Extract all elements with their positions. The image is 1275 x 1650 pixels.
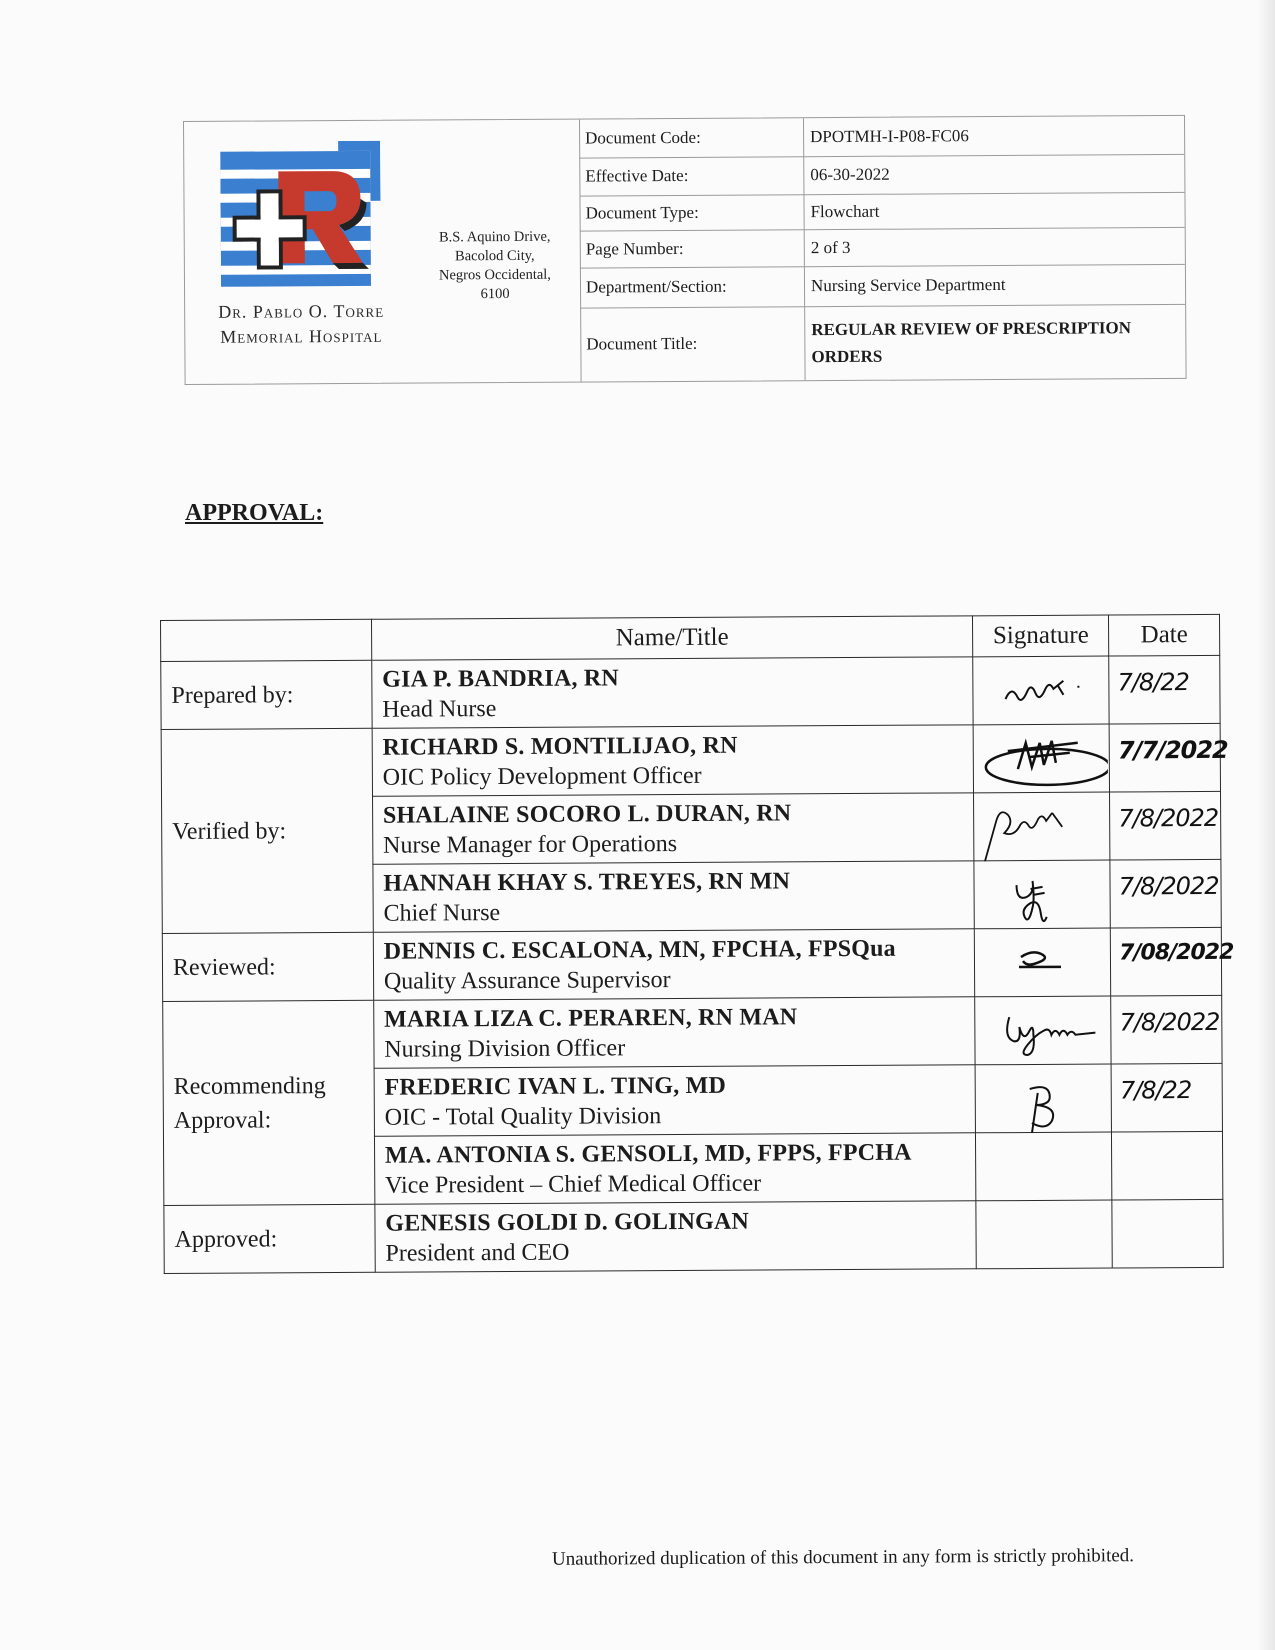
signatory-row — [374, 1133, 976, 1204]
handwritten-date: 7/8/22 — [1117, 668, 1189, 697]
signatory-title: Vice President – Chief Medical Officer — [385, 1170, 762, 1199]
signatory-row — [375, 1201, 977, 1272]
role-recommending — [163, 1000, 375, 1205]
date-cell — [1112, 1199, 1223, 1268]
handwritten-date: 7/8/22 — [1119, 1076, 1192, 1105]
date-cell — [1111, 1063, 1222, 1132]
department-value: Nursing Service Department — [804, 264, 1185, 306]
signature-cell — [973, 656, 1109, 725]
date-cell — [1111, 995, 1222, 1064]
signature-cell — [976, 1200, 1112, 1269]
signatory-name: HANNAH KHAY S. TREYES, RN MN — [383, 868, 791, 897]
handwritten-signature — [978, 729, 1108, 794]
page-edge-shadow — [1257, 0, 1275, 1650]
address-line: Bacolod City, — [454, 247, 535, 265]
signatory-name: MARIA LIZA C. PERAREN, RN MAN — [384, 1004, 798, 1033]
signature-header: Signature — [973, 615, 1109, 657]
handwritten-date: 7/8/2022 — [1119, 1007, 1220, 1037]
signatory-name: SHALAINE SOCORO L. DURAN, RN — [382, 800, 792, 829]
signatory-row — [374, 997, 976, 1068]
handwritten-signature — [978, 797, 1098, 862]
page-number-value: 2 of 3 — [804, 227, 1185, 266]
signature-cell — [974, 792, 1110, 861]
signature-cell — [976, 1132, 1112, 1201]
signatory-row — [372, 657, 974, 728]
document-code-value: DPOTMH-I-P08-FC06 — [803, 116, 1184, 156]
role-recommending-line2: Approval: — [173, 1106, 272, 1134]
date-header: Date — [1109, 614, 1220, 656]
role-verified: Verified by: — [161, 728, 373, 933]
signatory-title: Nurse Manager for Operations — [383, 831, 678, 859]
field-key: Page Number: — [580, 229, 805, 267]
name-title-header: Name/Title — [371, 616, 973, 660]
signatory-title: OIC Policy Development Officer — [382, 762, 702, 791]
document-type-value: Flowchart — [804, 192, 1185, 229]
signatory-row — [373, 929, 975, 1000]
signatory-name: GIA P. BANDRIA, RN — [382, 665, 619, 693]
signatory-row — [373, 861, 975, 932]
hospital-name — [191, 299, 411, 350]
role-reviewed: Reviewed: — [162, 932, 373, 1001]
date-cell — [1112, 1131, 1223, 1200]
address-line: 6100 — [480, 286, 510, 303]
signatory-name: MA. ANTONIA S. GENSOLI, MD, FPPS, FPCHA — [384, 1139, 912, 1169]
handwritten-signature — [979, 933, 1099, 994]
signature-cell — [975, 1064, 1111, 1133]
signatory-title: Chief Nurse — [383, 900, 501, 927]
signatory-row — [372, 793, 974, 864]
signatory-title: Quality Assurance Supervisor — [383, 967, 671, 995]
signatory-title: OIC - Total Quality Division — [384, 1103, 662, 1131]
signature-cell — [975, 928, 1111, 997]
signatory-name: DENNIS C. ESCALONA, MN, FPCHA, FPSQua — [383, 935, 896, 965]
role-recommending-line1: Recommending — [173, 1072, 326, 1100]
signatory-title: President and CEO — [385, 1239, 570, 1267]
field-key: Document Code: — [579, 118, 804, 157]
field-key: Document Title: — [580, 306, 805, 381]
signature-cell — [974, 860, 1110, 929]
date-cell — [1110, 927, 1234, 996]
effective-date-value: 06-30-2022 — [804, 154, 1185, 194]
approval-table — [160, 614, 1234, 1274]
handwritten-date: 7/7/2022 — [1117, 735, 1228, 765]
signature-cell — [975, 996, 1111, 1065]
handwritten-signature — [980, 1069, 1100, 1134]
footer-notice: Unauthorized duplication of this document in any form is strictly prohibited. — [551, 1545, 1135, 1570]
signatory-title: Head Nurse — [382, 696, 497, 723]
approval-table-wrap — [160, 614, 1234, 1274]
handwritten-date: 7/08/2022 — [1119, 939, 1234, 966]
field-key: Effective Date: — [579, 156, 804, 195]
signatory-row — [374, 1065, 976, 1136]
handwritten-signature — [978, 661, 1098, 722]
signatory-name: GENESIS GOLDI D. GOLINGAN — [385, 1208, 750, 1237]
hospital-logo — [220, 141, 381, 297]
role-prepared: Prepared by: — [161, 660, 372, 729]
address-line: B.S. Aquino Drive, — [438, 228, 551, 246]
date-cell — [1109, 723, 1228, 792]
approval-heading: APPROVAL: — [185, 500, 324, 526]
signature-cell — [973, 724, 1109, 793]
hospital-address — [415, 228, 575, 305]
document-info-table — [579, 116, 1186, 382]
signatory-title: Nursing Division Officer — [384, 1035, 626, 1063]
field-key: Department/Section: — [580, 266, 805, 307]
role-approved: Approved: — [164, 1204, 375, 1273]
address-line: Negros Occidental, — [438, 266, 551, 284]
signatory-name: FREDERIC IVAN L. TING, MD — [384, 1072, 727, 1101]
date-cell — [1110, 859, 1221, 928]
document-header — [183, 115, 1187, 385]
date-cell — [1110, 791, 1221, 860]
handwritten-date: 7/8/2022 — [1118, 871, 1219, 901]
document-title-value: REGULAR REVIEW OF PRESCRIPTION ORDERS — [811, 318, 1132, 367]
hospital-name-line1: Dr. Pablo O. Torre — [218, 300, 385, 322]
field-key: Document Type: — [579, 194, 804, 230]
signatory-name: RICHARD S. MONTILIJAO, RN — [382, 732, 738, 761]
signatory-row — [372, 725, 974, 796]
date-cell — [1109, 655, 1220, 724]
handwritten-date: 7/8/2022 — [1118, 803, 1219, 833]
handwritten-signature — [980, 1001, 1110, 1066]
logo-area — [184, 120, 582, 384]
hospital-name-line2: Memorial Hospital — [220, 325, 383, 347]
handwritten-signature — [979, 865, 1099, 930]
header-blank-cell — [161, 619, 372, 661]
